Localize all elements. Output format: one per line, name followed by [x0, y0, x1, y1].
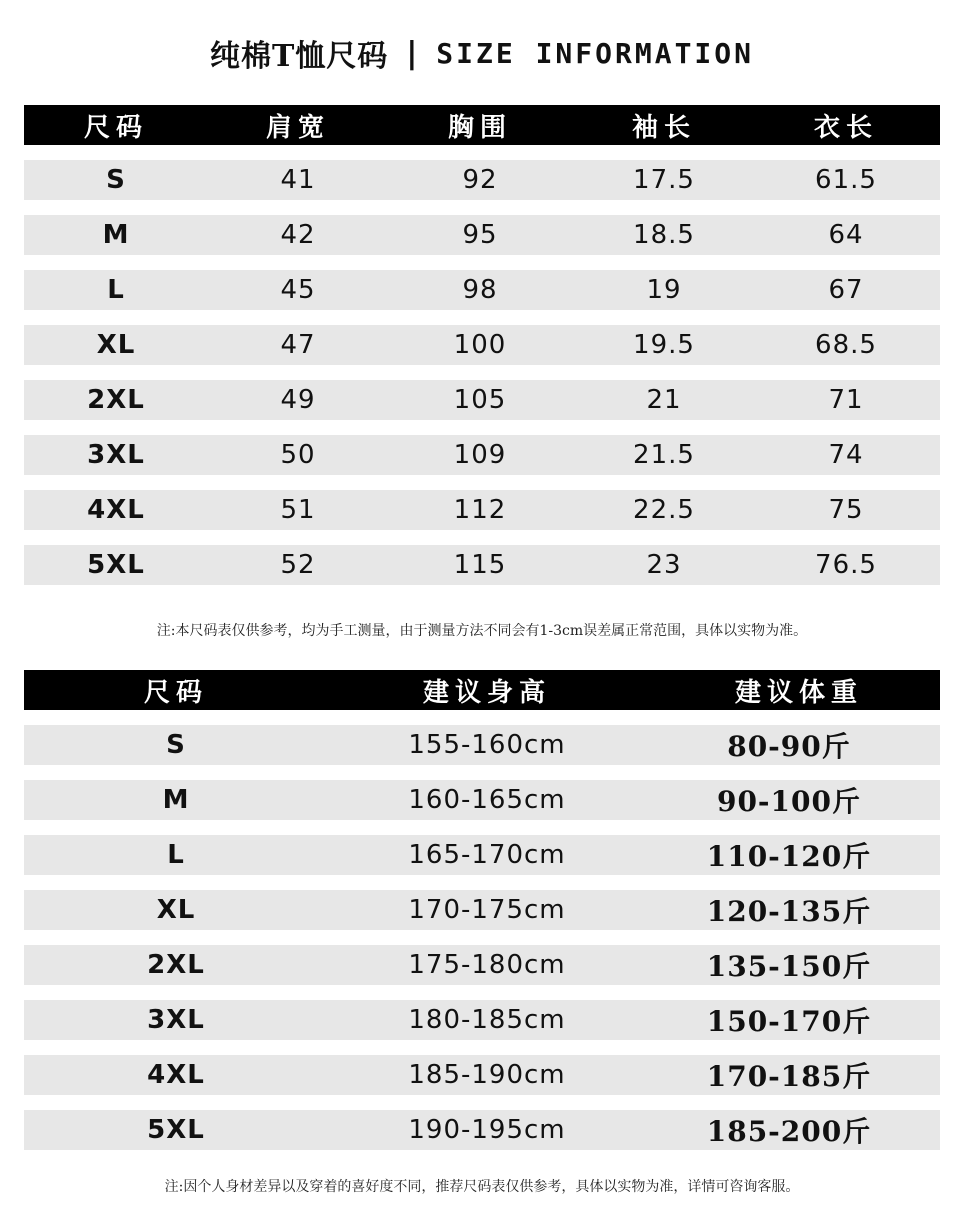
cell-shoulder: 52: [280, 550, 316, 580]
note-recommendation: 注:因个人身材差异以及穿着的喜好度不同，推荐尺码表仅供参考，具体以实物为准，详情可咨询客服。: [164, 1179, 800, 1195]
header-weight: 建议体重: [734, 677, 863, 708]
cell-weight: 90-100斤: [716, 785, 862, 818]
cell-shoulder: 42: [280, 220, 316, 250]
measurement-row: [24, 270, 940, 310]
cell-shoulder: 50: [280, 440, 316, 470]
recommendation-row: [24, 835, 940, 875]
cell-height: 190-195cm: [408, 1115, 566, 1145]
cell-size: 2XL: [147, 950, 205, 980]
page-title: [0, 28, 964, 78]
measurement-row: [24, 215, 940, 255]
cell-shoulder: 41: [280, 165, 316, 195]
cell-height: 180-185cm: [408, 1005, 566, 1035]
cell-sleeve: 19: [646, 275, 682, 305]
cell-size: S: [166, 730, 186, 760]
cell-chest: 115: [453, 550, 507, 580]
measurement-row: [24, 380, 940, 420]
recommendation-row: [24, 1000, 940, 1040]
cell-height: 185-190cm: [408, 1060, 566, 1090]
cell-length: 64: [828, 220, 864, 250]
cell-size: M: [102, 220, 130, 250]
cell-size: S: [106, 165, 126, 195]
measurement-row: [24, 160, 940, 200]
recommendation-row: [24, 1055, 940, 1095]
cell-size: L: [107, 275, 125, 305]
cell-size: 5XL: [87, 550, 145, 580]
cell-sleeve: 23: [646, 550, 682, 580]
cell-sleeve: 21: [646, 385, 682, 415]
cell-size: M: [162, 785, 190, 815]
cell-chest: 109: [453, 440, 507, 470]
cell-size: XL: [156, 895, 196, 925]
measurement-row: [24, 325, 940, 365]
recommendation-row: [24, 890, 940, 930]
cell-sleeve: 22.5: [633, 495, 695, 525]
measurement-table-header: [24, 105, 940, 145]
cell-weight: 80-90斤: [727, 730, 851, 763]
cell-weight: 185-200斤: [706, 1115, 872, 1148]
cell-size: 4XL: [87, 495, 145, 525]
cell-height: 170-175cm: [408, 895, 566, 925]
cell-sleeve: 19.5: [633, 330, 695, 360]
cell-size: L: [167, 840, 185, 870]
header-size-2: 尺码: [143, 677, 208, 708]
cell-chest: 105: [453, 385, 507, 415]
measurement-row: [24, 490, 940, 530]
cell-weight: 170-185斤: [706, 1060, 872, 1093]
cell-size: 2XL: [87, 385, 145, 415]
cell-length: 67: [828, 275, 864, 305]
cell-height: 165-170cm: [408, 840, 566, 870]
cell-length: 68.5: [815, 330, 877, 360]
cell-weight: 110-120斤: [706, 840, 872, 873]
header-shoulder: 肩宽: [265, 112, 330, 143]
note-measurement: 注:本尺码表仅供参考，均为手工测量，由于测量方法不同会有1-3cm误差属正常范围，具体以实物为准。: [156, 623, 808, 639]
cell-sleeve: 21.5: [633, 440, 695, 470]
cell-sleeve: 17.5: [633, 165, 695, 195]
recommendation-row: [24, 780, 940, 820]
cell-length: 75: [828, 495, 864, 525]
header-height: 建议身高: [422, 677, 551, 708]
cell-sleeve: 18.5: [633, 220, 695, 250]
cell-chest: 98: [462, 275, 498, 305]
recommendation-row: [24, 945, 940, 985]
cell-size: 4XL: [147, 1060, 205, 1090]
cell-length: 76.5: [815, 550, 877, 580]
title-separator: |: [406, 35, 419, 71]
cell-length: 61.5: [815, 165, 877, 195]
cell-length: 71: [828, 385, 864, 415]
cell-shoulder: 49: [280, 385, 316, 415]
cell-size: 3XL: [147, 1005, 205, 1035]
header-sleeve: 袖长: [631, 112, 696, 143]
header-size: 尺码: [83, 112, 148, 143]
cell-weight: 150-170斤: [706, 1005, 872, 1038]
header-chest: 胸围: [447, 112, 512, 143]
cell-height: 175-180cm: [408, 950, 566, 980]
cell-shoulder: 45: [280, 275, 316, 305]
cell-size: 3XL: [87, 440, 145, 470]
cell-weight: 120-135斤: [706, 895, 872, 928]
cell-shoulder: 47: [280, 330, 316, 360]
title-cn: 纯棉T恤尺码: [209, 39, 389, 74]
cell-size: 5XL: [147, 1115, 205, 1145]
cell-chest: 112: [453, 495, 507, 525]
cell-chest: 100: [453, 330, 507, 360]
cell-shoulder: 51: [280, 495, 316, 525]
cell-chest: 92: [462, 165, 498, 195]
cell-length: 74: [828, 440, 864, 470]
header-length: 衣长: [813, 112, 878, 143]
title-en: SIZE INFORMATION: [436, 36, 754, 70]
cell-weight: 135-150斤: [706, 950, 872, 983]
cell-size: XL: [96, 330, 136, 360]
cell-height: 155-160cm: [408, 730, 566, 760]
measurement-row: [24, 545, 940, 585]
recommendation-row: [24, 725, 940, 765]
measurement-row: [24, 435, 940, 475]
recommendation-row: [24, 1110, 940, 1150]
cell-height: 160-165cm: [408, 785, 566, 815]
recommendation-table-header: [24, 670, 940, 710]
cell-chest: 95: [462, 220, 498, 250]
